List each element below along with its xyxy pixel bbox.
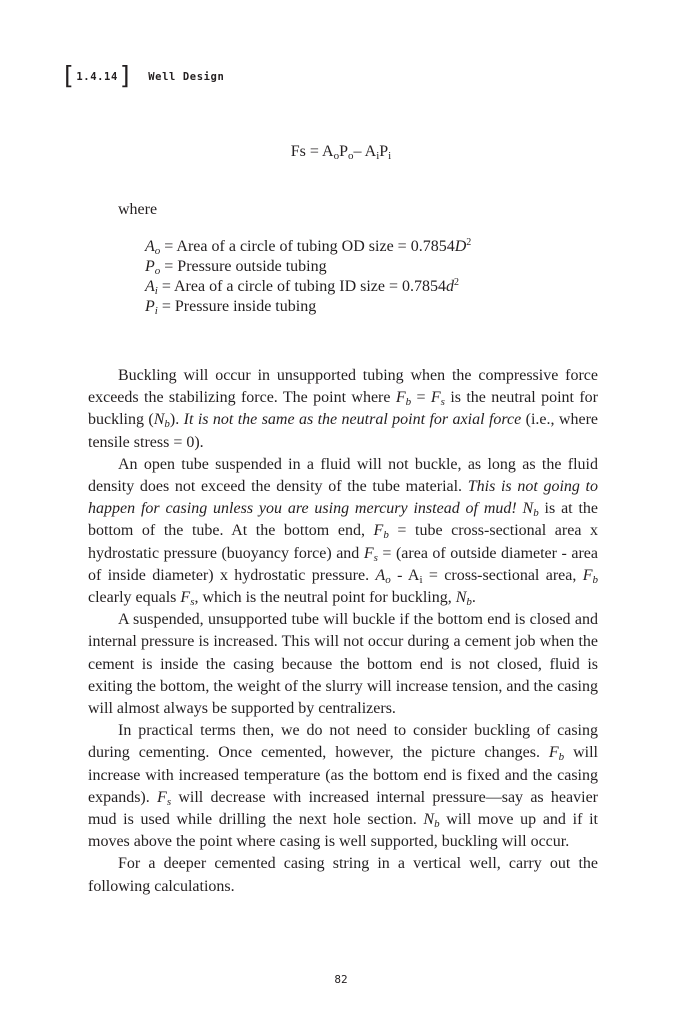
open-bracket: [	[64, 60, 75, 90]
chapter-title: Well Design	[148, 71, 225, 83]
paragraph: For a deeper cemented casing string in a vertical well, carry out the following calculations.	[88, 855, 598, 895]
paragraph: Buckling will occur in unsupported tubing when the compressive force exceeds the stabilizing force. The point where $F_b = F_s$ is the neutral point for buckling $(N_b)$. It is not the same as the neutral point for axial force (i.e., where tensile stress = 0).	[88, 367, 599, 451]
definition-ai: $A_i$ = Area of a circle of tubing ID size = $0.7854d^2$	[145, 277, 460, 297]
page-number: 82	[334, 973, 348, 986]
running-header	[64, 62, 224, 92]
body-text	[88, 365, 598, 898]
definition-pi: $P_i$ = Pressure inside tubing	[145, 298, 317, 317]
force-equation: $Fs = A_oP_o-$ $A_iP_i$	[290, 143, 392, 162]
paragraph: A suspended, unsupported tube will buckle if the bottom end is closed and internal pressure is increased. This will not occur during a cement job when the cement is inside the casing because the bottom end is not closed, fluid is exiting the bottom, the weight of the slurry will increase tension, and the casing will almost always be supported by centralizers.	[88, 611, 598, 718]
definition-po: $P_o$ = Pressure outside tubing	[145, 258, 327, 277]
paragraph: An open tube suspended in a fluid will not buckle, as long as the fluid density does not exceed the density of the tube material. This is not going to happen for casing unless you are using mercury instead of mud! $N_b$ is at the bottom of the tube. At the bottom end, $F_b$ = tube cross-sectional area x hydrostatic pressure (buoyancy force) and $F_s$ = (area of outside diameter - area of inside diameter) x hydrostatic pressure. $A_o - A_i$ = cross-sectional area, $F_b$ clearly equals $F_s$, which is the neutral point for buckling, $N_b$.	[88, 455, 599, 609]
close-bracket: ]	[119, 60, 131, 90]
where-label: where	[118, 201, 158, 218]
section-number: 1.4.14	[76, 71, 118, 83]
definition-ao: $A_o$ = Area of a circle of tubing OD size = $0.7854D^2$	[145, 237, 472, 257]
paragraph: In practical terms then, we do not need to consider buckling of casing during cementing. Once cemented, however, the picture changes. $F_b$ will increase with increased temperature (as the bottom end is fixed and the casing expands). $F_s$ will decrease with increased internal pressure—say as heavier mud is used while drilling the next hole section. $N_b$ will move up and if it moves above the point where casing is well supported, buckling will occur.	[88, 722, 599, 851]
variable-definitions	[145, 237, 471, 317]
